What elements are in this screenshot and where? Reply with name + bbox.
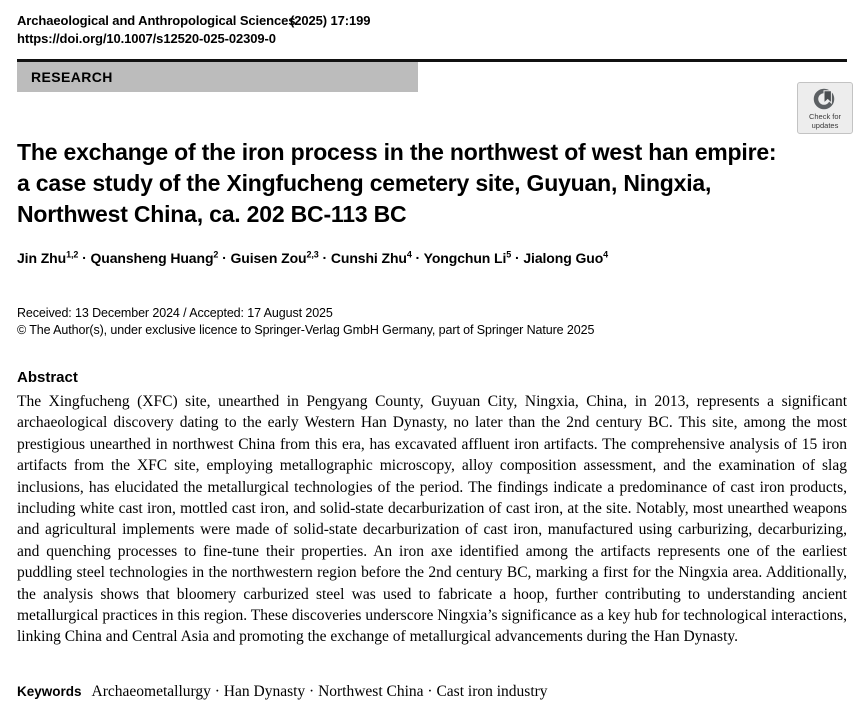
title-line-3: Northwest China, ca. 202 BC-113 BC <box>17 201 407 227</box>
author: Quansheng Huang$^2$ <box>90 249 219 266</box>
author-list: Jin Zhu$^{1,2}$ · Quansheng Huang$^2$ · Guisen Zou$^{2,3}$ · Cunshi Zhu$^4$ · Yongchun $Li^5$ · Jialong Guo$^4$ <box>17 249 609 266</box>
running-head <box>17 12 847 48</box>
citation: (2025) 17:199 <box>290 13 371 28</box>
author: Jin Zhu$^{1,2}$ <box>17 249 79 266</box>
title-line-1: The exchange of the iron process in the northwest of west han empire: <box>17 139 777 165</box>
check-for-updates-icon <box>812 86 838 112</box>
title-line-2: a case study of the Xingfucheng cemetery site, Guyuan, Ningxia, <box>17 170 712 196</box>
keywords-list: Archaeometallurgy · Han Dynasty · Northwest China · Cast iron industry <box>91 683 548 700</box>
abstract-heading: Abstract <box>17 369 78 386</box>
page-title <box>17 137 847 230</box>
copyright-line: © The Author(s), under exclusive licence to Springer-Verlag GmbH Germany, part of Springer Nature 2025 <box>17 323 595 337</box>
doi-link[interactable]: https://doi.org/10.1007/s12520-025-02309-0 <box>17 31 276 46</box>
check-for-updates-button[interactable] <box>797 82 853 134</box>
article-type-label: RESEARCH <box>31 69 113 85</box>
article-dates <box>17 305 847 339</box>
keywords-label: Keywords <box>17 684 82 699</box>
author: Cunshi Zhu$^4$ <box>330 249 412 266</box>
received-accepted: Received: 13 December 2024 / Accepted: 17 August 2025 <box>17 306 333 320</box>
article-type-banner <box>17 62 418 92</box>
keywords-row <box>17 683 847 701</box>
author: Jialong Guo$^4$ <box>523 249 609 266</box>
journal-name: Archaeological and Anthropological Sciences <box>17 13 296 28</box>
check-for-updates-label: Check for updates <box>808 112 842 130</box>
author: Yongchun Li$^5$ <box>423 249 512 266</box>
author: Guisen Zou$^{2,3}$ <box>230 249 319 266</box>
abstract-text: The Xingfucheng (XFC) site, unearthed in Pengyang County, Guyuan City, Ningxia, China, in 2013, represents a significant archaeological discovery dating to the early Western Han Dynasty, no later than the 2nd century BC. This site, among the most prestigious unearthed in northwest China from this era, has excavated affluent iron artifacts. The comprehensive analysis of 15 iron artifacts from the XFC site, employing metallographic microscopy, alloy composition assessment, and the examination of slag inclusions, has elucidated the metallurgical technologies of the period. The findings indicate a predominance of cast iron products, including white cast iron, mottled cast iron, and solid-state decarburization of cast iron, at the site. Notably, most unearthed weapons and agricultural implements were made of solid-state decarburization of cast iron, manufactured using carburizing, decarburizing, and quenching processes to fine-tune their properties. An iron axe identified among the artifacts represents one of the earliest puddling steel technologies in the northwestern region before the 2nd century BC, marking a first for the Ningxia area. Additionally, the analysis shows that bloomery carburized steel was used to fabricate a hoop, further contributing to understanding ancient metallurgical practices in this region. These discoveries underscore Ningxia’s significance as a key hub for technological interactions, linking China and Central Asia and promoting the exchange of metallurgical advancements during the Han Dynasty. <box>17 393 847 646</box>
